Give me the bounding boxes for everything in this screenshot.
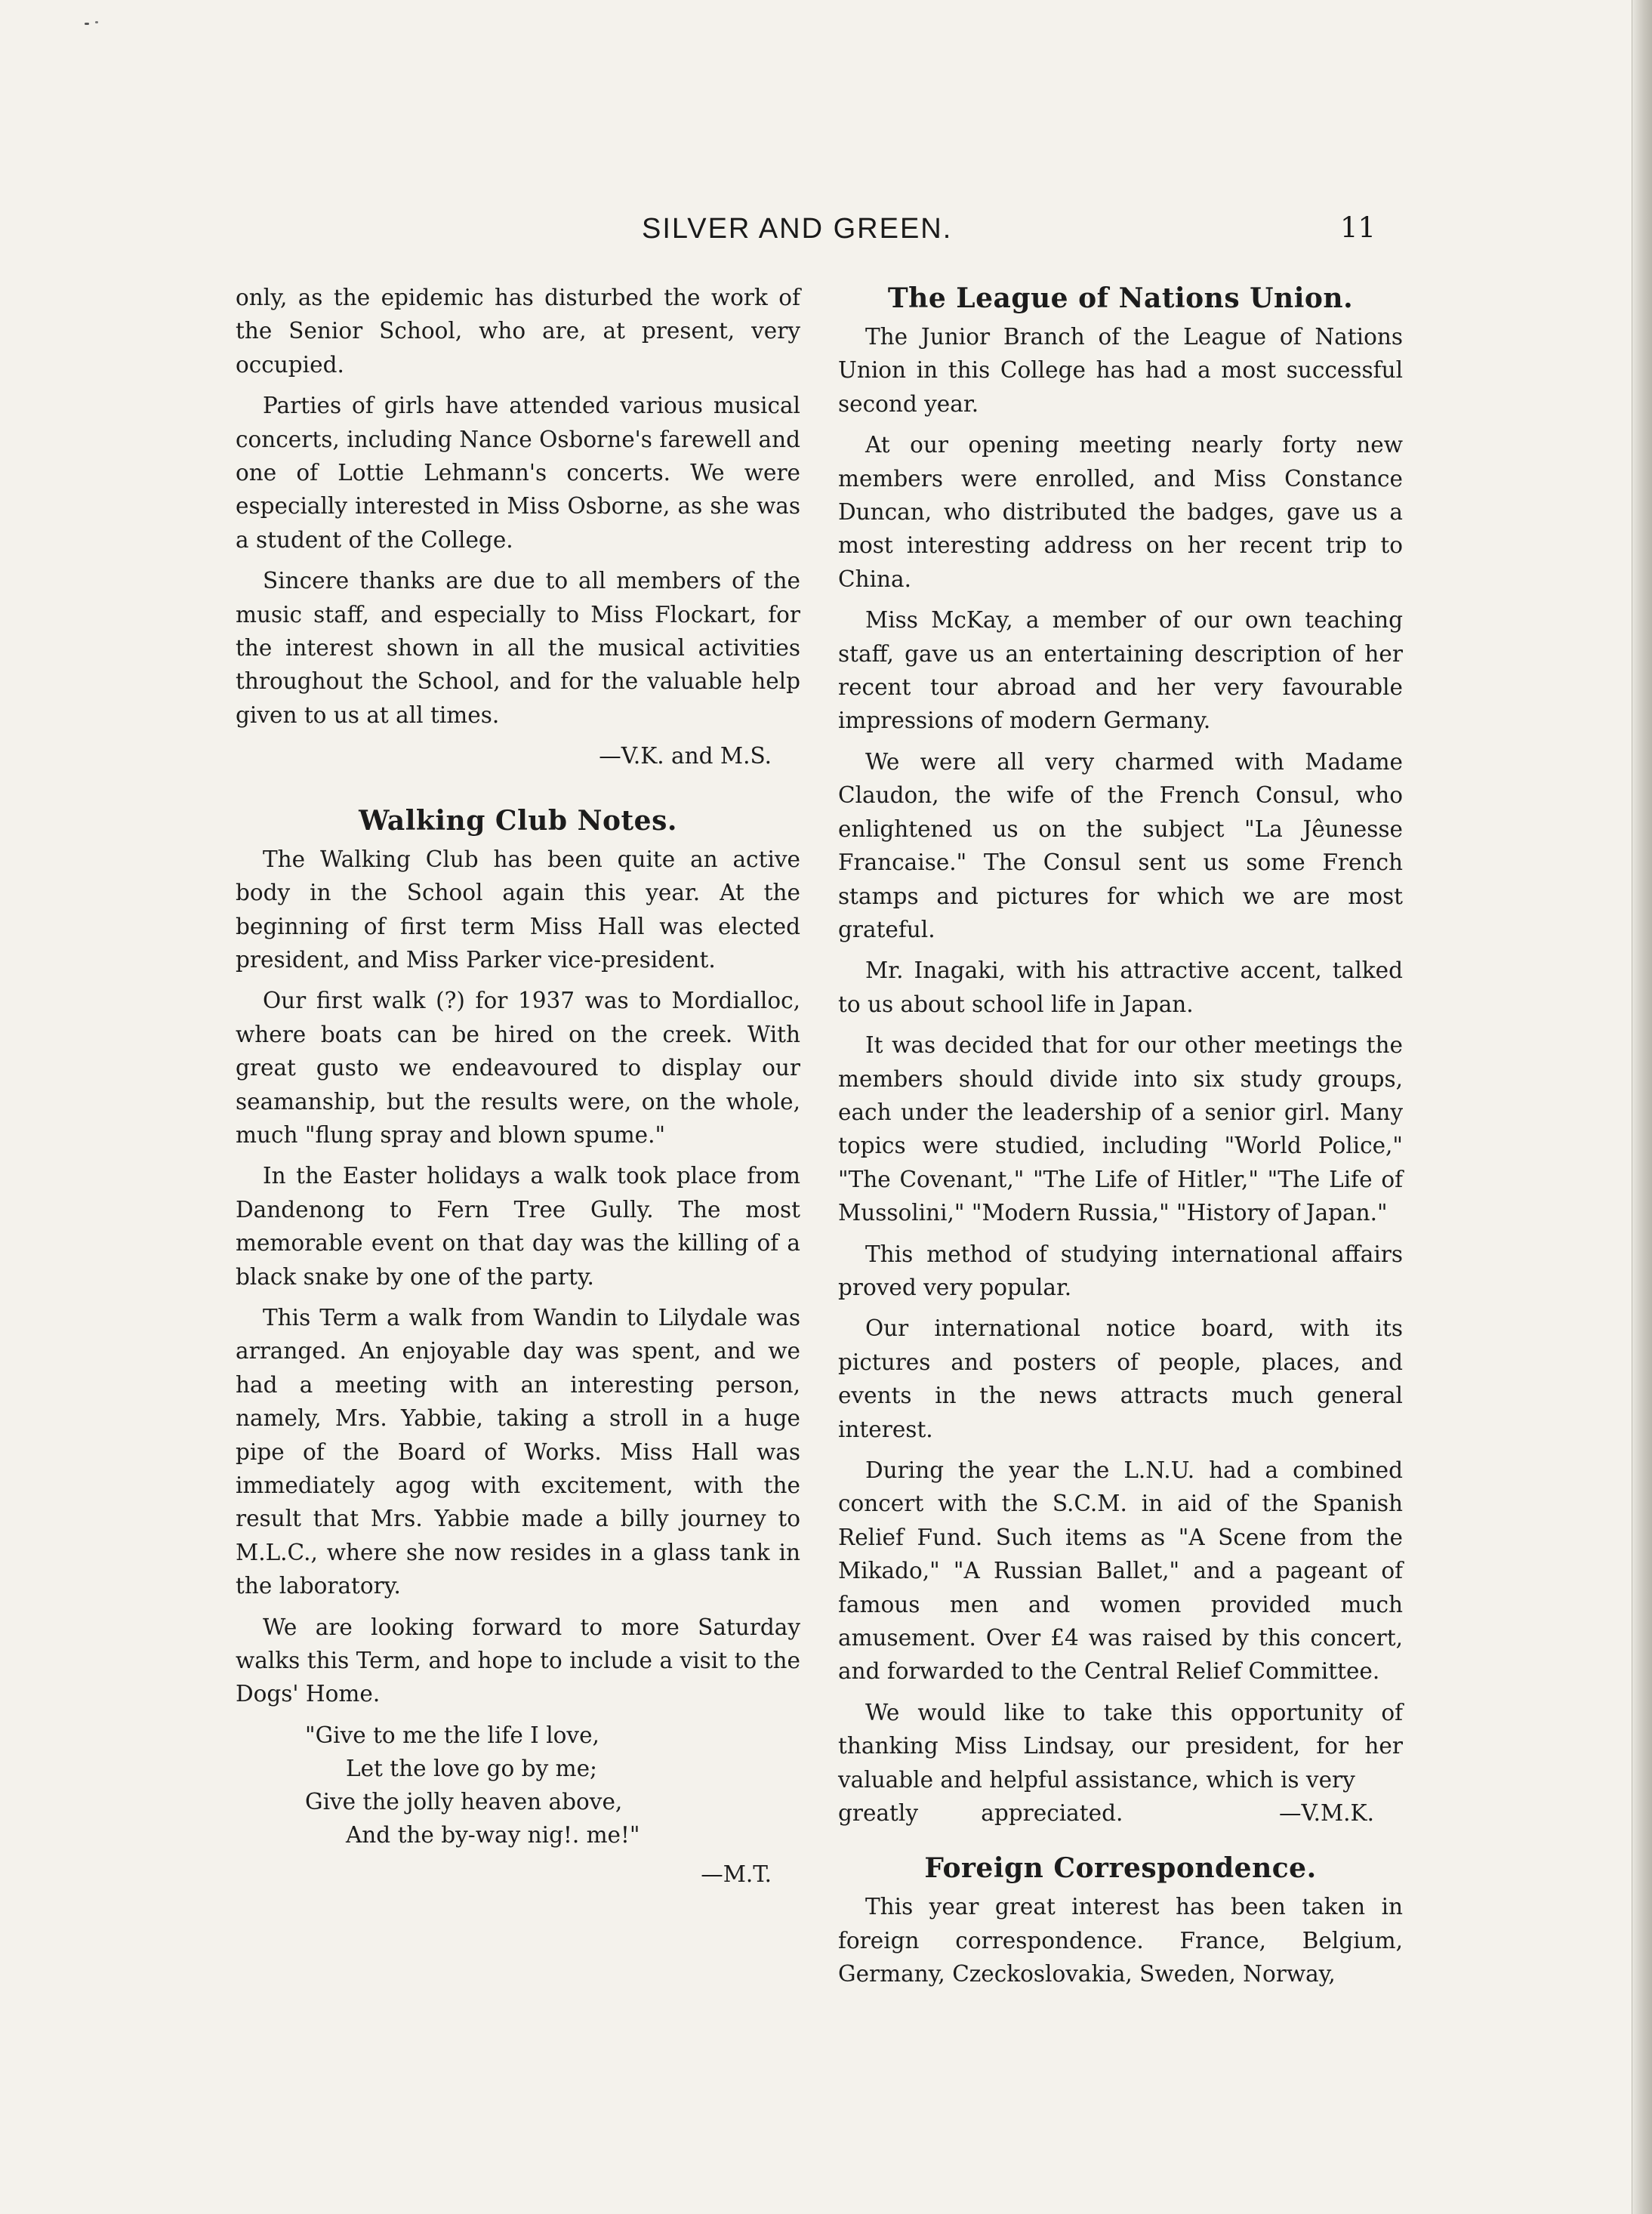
paragraph: During the year the L.N.U. had a combined concert with the S.C.M. in aid of the Spanish Relief Fund. Such items as "A Scene from the Mikado," "A Russian Ballet," and a pageant of famous men and women provided much amusement. Over £4 was raised by this concert, and forwarded to the Central Relief Committee. bbox=[838, 1457, 1403, 1685]
signature: —V.M.K. bbox=[1278, 1800, 1374, 1827]
poem-quote bbox=[236, 1719, 800, 1852]
poem-line: Give the jolly heaven above, bbox=[305, 1788, 623, 1815]
running-head: SILVER AND GREEN. bbox=[642, 213, 953, 245]
poem-line: And the by-way nig!. me!" bbox=[346, 1821, 640, 1848]
paragraph: Our first walk (?) for 1937 was to Mordialloc, where boats can be hired on the creek. With great gusto we endeavoured to display our seamanship, but the results were, on the whole, much "flung spray and blown spume." bbox=[236, 988, 800, 1148]
signoff-row bbox=[838, 1796, 1403, 1830]
page-number: 11 bbox=[1340, 211, 1376, 244]
paragraph: Mr. Inagaki, with his attractive accent, talked to us about school life in Japan. bbox=[838, 957, 1403, 1017]
page-edge-shadow bbox=[1632, 0, 1652, 2214]
paragraph: At our opening meeting nearly forty new members were enrolled, and Miss Constance Duncan, who distributed the badges, gave us a most interesting address on her recent trip to China. bbox=[838, 432, 1403, 592]
paragraph: Parties of girls have attended various musical concerts, including Nance Osborne's farewell and one of Lottie Lehmann's concerts. We were especially interested in Miss Osborne, as she was a student of the College. bbox=[236, 393, 800, 553]
poem-line: "Give to me the life I love, bbox=[305, 1722, 599, 1748]
section-heading-league: The League of Nations Union. bbox=[887, 282, 1354, 314]
paragraph: The Walking Club has been quite an active body in the School again this year. At the beginning of first term Miss Hall was elected president, and Miss Parker vice-president. bbox=[236, 846, 800, 973]
poem-line: Let the love go by me; bbox=[346, 1755, 597, 1781]
paragraph: The Junior Branch of the League of Nations Union in this College has had a most successful second year. bbox=[838, 324, 1403, 417]
signature: —M.T. bbox=[701, 1861, 772, 1887]
paragraph: We are looking forward to more Saturday walks this Term, and hope to include a visit to the Dogs' Home. bbox=[236, 1614, 800, 1707]
print-speck bbox=[85, 23, 89, 25]
paragraph: only, as the epidemic has disturbed the work of the Senior School, who are, at present, very occupied. bbox=[236, 285, 800, 378]
paragraph: We were all very charmed with Madame Claudon, the wife of the French Consul, who enlightened us on the subject "La Jêunesse Francaise." The Consul sent us some French stamps and pictures for which we are most grateful. bbox=[838, 748, 1403, 942]
paragraph: Sincere thanks are due to all members of the music staff, and especially to Miss Flockart, for the interest shown in all the musical activities throughout the School, and for the valuable help given to us at all times. bbox=[236, 568, 800, 728]
paragraph: This year great interest has been taken in foreign correspondence. France, Belgium, Germany, Czeckoslovakia, Sweden, Norway, bbox=[838, 1894, 1403, 1987]
paragraph: We would like to take this opportunity of thanking Miss Lindsay, our president, for her valuable and helpful assistance, which is very bbox=[838, 1699, 1403, 1793]
paragraph: In the Easter holidays a walk took place from Dandenong to Fern Tree Gully. The most memorable event on that day was the killing of a black snake by one of the party. bbox=[236, 1163, 800, 1290]
paragraph: This Term a walk from Wandin to Lilydale was arranged. An enjoyable day was spent, and we had a meeting with an interesting person, namely, Mrs. Yabbie, taking a stroll in a huge pipe of the Board of Works. Miss Hall was immediately agog with excitement, with the result that Mrs. Yabbie made a billy journey to M.L.C., where she now resides in a glass tank in the laboratory. bbox=[236, 1304, 800, 1599]
paragraph: Miss McKay, a member of our own teaching staff, gave us an entertaining description of her recent tour abroad and her very favourable impressions of modern Germany. bbox=[838, 607, 1403, 734]
paragraph: Our international notice board, with its pictures and posters of people, places, and events in the news attracts much general interest. bbox=[838, 1315, 1403, 1442]
paragraph: It was decided that for our other meetings the members should divide into six study groups, each under the leadership of a senior girl. Many topics were studied, including "World Police," "The Covenant," "The Life of Hitler," "The Life of Mussolini," "Modern Russia," "History of Japan." bbox=[838, 1032, 1403, 1226]
paragraph: This method of studying international affairs proved very popular. bbox=[838, 1241, 1403, 1300]
right-column bbox=[838, 281, 1403, 1999]
section-heading-foreign: Foreign Correspondence. bbox=[924, 1852, 1317, 1885]
left-column bbox=[236, 281, 800, 1898]
signature: —V.K. and M.S. bbox=[599, 743, 772, 769]
section-heading-walking-club: Walking Club Notes. bbox=[359, 804, 677, 837]
print-speck bbox=[95, 21, 98, 23]
paragraph-end: greatly appreciated. bbox=[838, 1800, 1123, 1827]
